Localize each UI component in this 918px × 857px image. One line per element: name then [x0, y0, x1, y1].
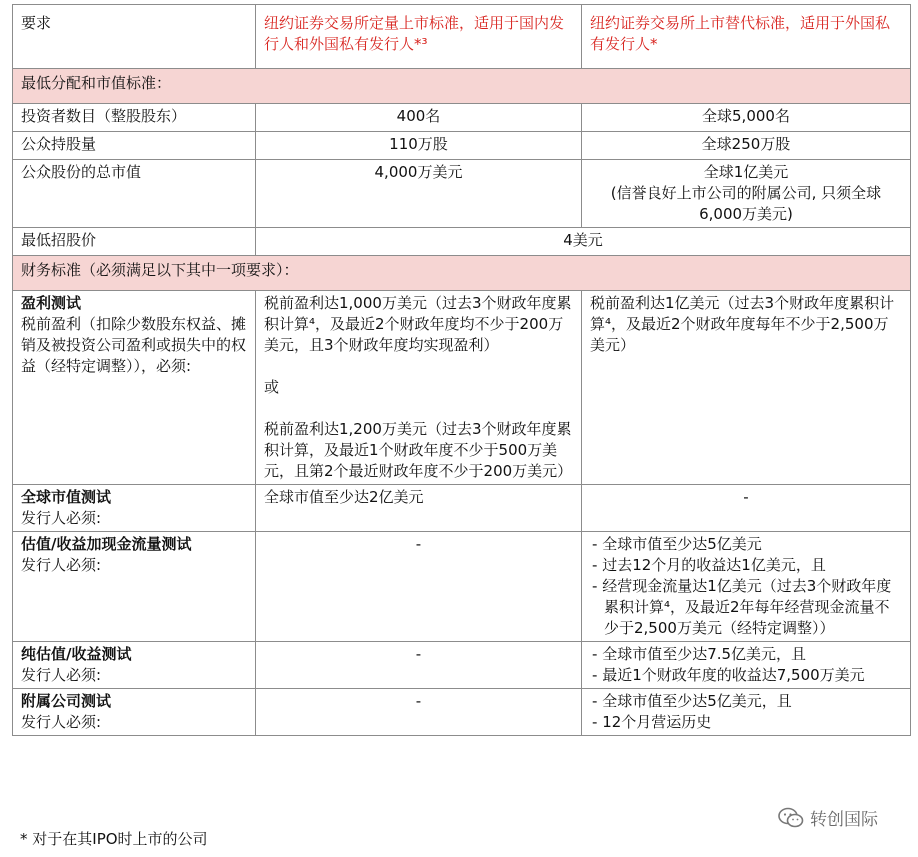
header-standard: 纽约证券交易所定量上市标准，适用于国内发行人和外国私有发行人*³: [256, 5, 582, 69]
earnings-test-title: 盈利测试: [21, 294, 82, 312]
global-mv-test-standard: 全球市值至少达2亿美元: [256, 485, 582, 532]
section-distribution-title: 最低分配和市值标准：: [13, 69, 911, 104]
valuation-cf-test-cell: [13, 532, 256, 642]
list-item: - 经营现金流量达1亿美元（过去3个财政年度累积计算⁴，及最近2年每年经营现金流量不少于2,500万美元（经特定调整））: [592, 577, 892, 637]
earnings-standard-b: 税前盈利达1,200万美元（过去3个财政年度累积计算，及最近1个财政年度不少于500万美元，且第2个最近财政年度不少于200万美元）: [264, 420, 573, 480]
earnings-test-cell: [13, 291, 256, 485]
valuation-cf-list: [590, 534, 902, 639]
market-value-alternative: 全球1亿美元 (信誉良好上市公司的附属公司, 只须全球6,000万美元): [582, 160, 911, 228]
valuation-cf-test-standard: -: [256, 532, 582, 642]
row-pure-valuation-test: [13, 642, 911, 689]
row-earnings-test: [13, 291, 911, 485]
list-item: - 12个月营运历史: [592, 713, 712, 731]
min-price-value: 4美元: [256, 228, 911, 256]
public-shares-label: 公众持股量: [13, 132, 256, 160]
list-item: - 全球市值至少达7.5亿美元，且: [592, 645, 807, 663]
pure-valuation-test-title: 纯估值/收益测试: [21, 645, 132, 663]
valuation-cf-test-alternative: [582, 532, 911, 642]
list-item: - 最近1个财政年度的收益达7,500万美元: [592, 666, 865, 684]
earnings-test-desc: 税前盈利（扣除少数股东权益、摊销及被投资公司盈利或损失中的权益（经特定调整）），必须:: [21, 315, 247, 375]
footnote: * 对于在其IPO时上市的公司: [20, 830, 208, 848]
earnings-test-standard: [256, 291, 582, 485]
pure-valuation-test-standard: -: [256, 642, 582, 689]
global-mv-test-title: 全球市值测试: [21, 488, 112, 506]
pure-valuation-list: [590, 644, 902, 686]
pure-valuation-test-desc: 发行人必须:: [21, 666, 102, 684]
valuation-cf-test-desc: 发行人必须:: [21, 556, 102, 574]
header-alternative: 纽约证券交易所上市替代标准，适用于外国私有发行人*: [582, 5, 911, 69]
earnings-standard-a: 税前盈利达1,000万美元（过去3个财政年度累积计算⁴，及最近2个财政年度均不少于200万美元，且3个财政年度均实现盈利）: [264, 294, 572, 354]
pure-valuation-test-cell: [13, 642, 256, 689]
list-item: - 过去12个月的收益达1亿美元，且: [592, 556, 826, 574]
row-global-mv-test: [13, 485, 911, 532]
valuation-cf-test-title: 估值/收益加现金流量测试: [21, 535, 192, 553]
affiliate-test-title: 附属公司测试: [21, 692, 112, 710]
section-distribution-row: [13, 69, 911, 104]
market-value-standard: 4,000万美元: [256, 160, 582, 228]
affiliate-list: [590, 691, 902, 733]
earnings-test-alternative: 税前盈利达1亿美元（过去3个财政年度累积计算⁴，及最近2个财政年度每年不少于2,500万美元）: [582, 291, 911, 485]
wechat-icon: [778, 807, 804, 829]
min-price-label: 最低招股价: [13, 228, 256, 256]
investors-standard: 400名: [256, 104, 582, 132]
affiliate-test-alternative: [582, 689, 911, 736]
row-investors: [13, 104, 911, 132]
header-requirement: 要求: [13, 5, 256, 69]
watermark: [778, 805, 878, 830]
section-financial-title: 财务标准（必须满足以下其中一项要求）：: [13, 256, 911, 291]
list-item: - 全球市值至少达5亿美元，且: [592, 692, 792, 710]
investors-alternative: 全球5,000名: [582, 104, 911, 132]
affiliate-test-cell: [13, 689, 256, 736]
pure-valuation-test-alternative: [582, 642, 911, 689]
watermark-text: 转创国际: [810, 810, 878, 830]
global-mv-test-alternative: -: [582, 485, 911, 532]
global-mv-test-cell: [13, 485, 256, 532]
public-shares-alternative: 全球250万股: [582, 132, 911, 160]
header-row: [13, 5, 911, 69]
global-mv-test-desc: 发行人必须:: [21, 509, 102, 527]
market-value-label: 公众股份的总市值: [13, 160, 256, 228]
affiliate-test-standard: -: [256, 689, 582, 736]
section-financial-row: [13, 256, 911, 291]
row-market-value: [13, 160, 911, 228]
investors-label: 投资者数目（整股股东）: [13, 104, 256, 132]
list-item: - 全球市值至少达5亿美元: [592, 535, 762, 553]
public-shares-standard: 110万股: [256, 132, 582, 160]
row-public-shares: [13, 132, 911, 160]
row-valuation-cf-test: [13, 532, 911, 642]
affiliate-test-desc: 发行人必须:: [21, 713, 102, 731]
row-min-price: [13, 228, 911, 256]
earnings-standard-or: 或: [264, 378, 280, 396]
listing-requirements-table: [12, 4, 911, 736]
row-affiliate-test: [13, 689, 911, 736]
